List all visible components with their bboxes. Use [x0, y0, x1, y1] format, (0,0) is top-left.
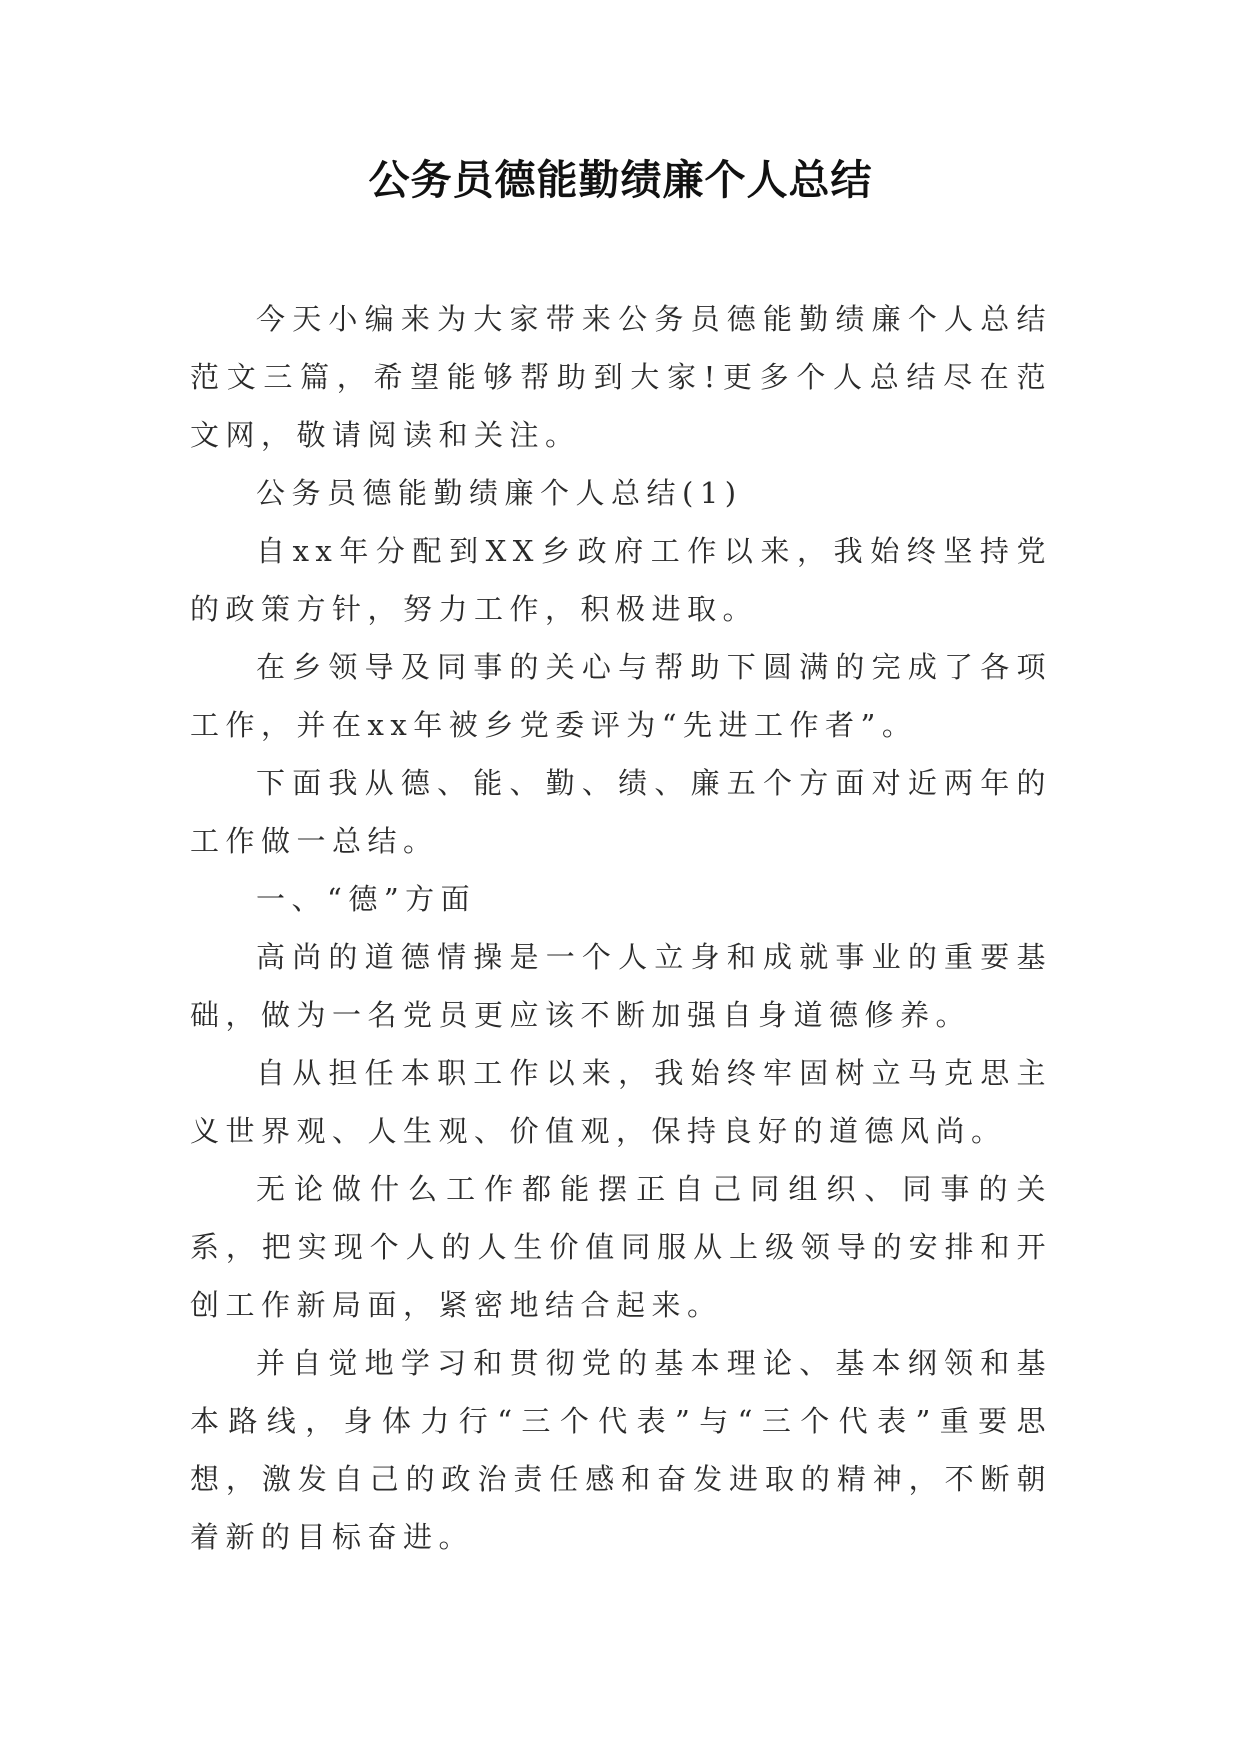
- document-body: [190, 290, 1052, 1566]
- paragraph: 在乡领导及同事的关心与帮助下圆满的完成了各项工作，并在xx年被乡党委评为“先进工作者”。: [190, 650, 1052, 742]
- paragraph: 下面我从德、能、勤、绩、廉五个方面对近两年的工作做一总结。: [190, 766, 1052, 858]
- paragraph-intro: 今天小编来为大家带来公务员德能勤绩廉个人总结范文三篇，希望能够帮助到大家!更多个人总结尽在范文网，敬请阅读和关注。: [190, 302, 1052, 452]
- paragraph: 自xx年分配到XX乡政府工作以来，我始终坚持党的政策方针，努力工作，积极进取。: [190, 534, 1052, 626]
- paragraph: 并自觉地学习和贯彻党的基本理论、基本纲领和基本路线，身体力行“三个代表”与“三个代表”重要思想，激发自己的政治责任感和奋发进取的精神，不断朝着新的目标奋进。: [190, 1346, 1052, 1554]
- paragraph: 高尚的道德情操是一个人立身和成就事业的重要基础，做为一名党员更应该不断加强自身道德修养。: [190, 940, 1052, 1032]
- document-title: 公务员德能勤绩廉个人总结: [368, 156, 873, 204]
- paragraph: 无论做什么工作都能摆正自己同组织、同事的关系，把实现个人的人生价值同服从上级领导的安排和开创工作新局面，紧密地结合起来。: [190, 1172, 1052, 1322]
- paragraph-heading-de: 一、“德”方面: [256, 882, 477, 916]
- paragraph-section-title: 公务员德能勤绩廉个人总结(1): [256, 476, 743, 510]
- paragraph: 自从担任本职工作以来，我始终牢固树立马克思主义世界观、人生观、价值观，保持良好的道德风尚。: [190, 1056, 1052, 1148]
